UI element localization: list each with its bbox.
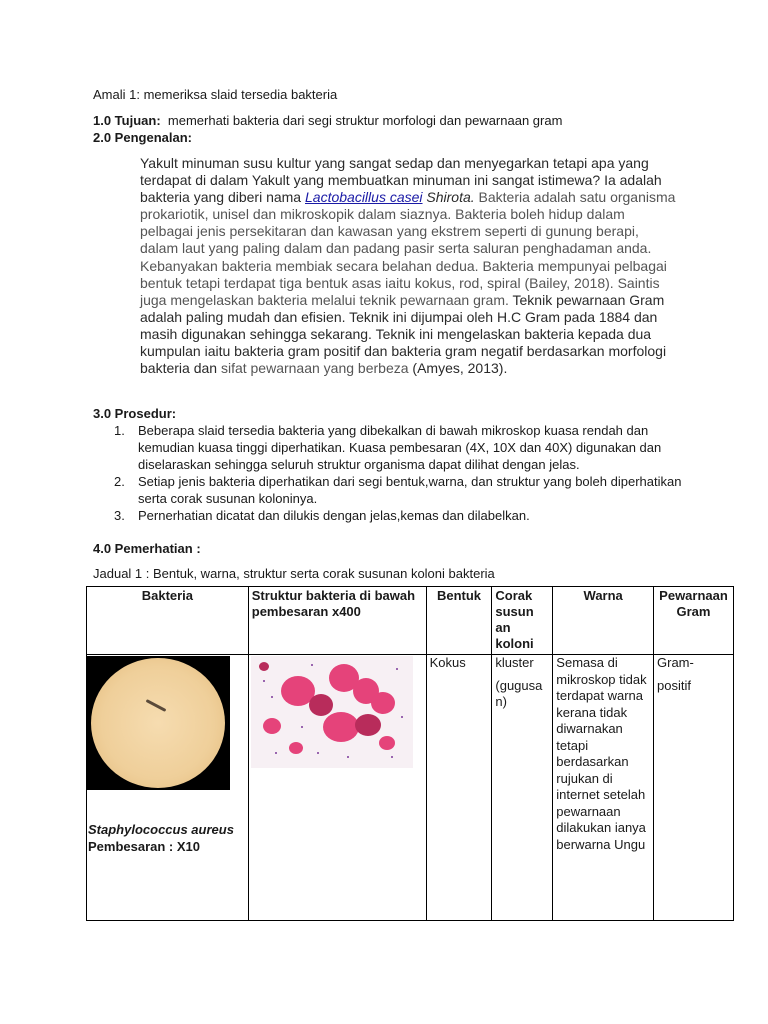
prosedur-item-text: Setiap jenis bakteria diperhatikan dari segi bentuk,warna, dan struktur yang boleh diperhatikan serta corak susunan koloninya. [138, 474, 682, 506]
cell-struktur [248, 655, 426, 921]
gram-stain-image [251, 656, 413, 768]
cell-warna [553, 655, 654, 921]
tujuan-heading: 1.0 Tujuan: [93, 113, 161, 128]
pemerhatian-heading-label: 4.0 Pemerhatian : [93, 541, 201, 556]
prosedur-item-number: 1. [114, 423, 125, 438]
intro-p4: (Amyes, 2013). [412, 360, 508, 377]
cell-bakteria [87, 655, 249, 921]
corak-value-note: (gugusa n) [495, 677, 543, 709]
table-header-row [87, 587, 734, 655]
species-name: Staphylococcus aureus [88, 822, 234, 837]
prosedur-item [114, 507, 684, 524]
cell-pewarnaan [654, 655, 734, 921]
header-struktur: Struktur bakteria di bawah pembesaran x400 [248, 587, 426, 655]
table-row [87, 655, 734, 921]
table-caption: Jadual 1 : Bentuk, warna, struktur serta corak susunan koloni bakteria [93, 566, 495, 581]
prosedur-item-number: 2. [114, 474, 125, 489]
prosedur-heading-label: 3.0 Prosedur: [93, 406, 177, 421]
tujuan-line [93, 113, 562, 128]
microscope-image [87, 656, 230, 790]
pengenalan-body [140, 155, 680, 377]
prosedur-item-text: Pernerhatian dicatat dan dilukis dengan jelas,kemas dan dilabelkan. [138, 508, 530, 523]
warna-value: Semasa di mikroskop tidak terdapat warna kerana tidak diwarnakan tetapi berdasarkan rujukan di internet setelah pewarnaan dilakukan ianya berwarna Ungu [556, 655, 647, 852]
intro-p3: Teknik pewarnaan Gram adalah paling mudah dan efisien. Teknik ini dijumpai oleh H.C Gram pada 1884 dan masih digunakan sehingga sekarang. Teknik ini mengelaskan bakteria kepada dua kumpulan iaitu bakteria gram positif dan bakteria gram negatif berdasarkan morfologi bakteria dan [140, 291, 667, 377]
species-link[interactable]: Lactobacillus casei [305, 189, 423, 206]
pengenalan-heading-label: 2.0 Pengenalan: [93, 130, 192, 145]
prosedur-list [114, 422, 684, 524]
pengenalan-heading [93, 130, 192, 145]
header-corak: Corak susun an koloni [492, 587, 553, 655]
intro-p3-tail: sifat pewarnaan yang berbeza [220, 360, 409, 377]
tujuan-text: memerhati bakteria dari segi struktur morfologi dan pewarnaan gram [167, 113, 563, 128]
prosedur-heading [93, 406, 176, 421]
gram-value: Gram- [657, 655, 694, 670]
corak-value: kluster [495, 655, 534, 670]
magnification-label: Pembesaran : X10 [88, 839, 201, 854]
header-pewarnaan: Pewarnaan Gram [654, 587, 734, 655]
cell-corak [492, 655, 553, 921]
gram-value-2: positif [657, 677, 691, 693]
pemerhatian-heading [93, 541, 201, 556]
prosedur-item-number: 3. [114, 508, 125, 523]
bentuk-value: Kokus [429, 655, 466, 670]
header-warna: Warna [553, 587, 654, 655]
page-title: Amali 1: memeriksa slaid tersedia bakteria [93, 87, 338, 102]
species-strain: Shirota. [426, 189, 475, 206]
cell-bentuk [426, 655, 492, 921]
observation-table [86, 586, 734, 921]
intro-p2: Bakteria adalah satu organisma prokariotik, unisel dan mikroskopik dalam siaznya. Bakteria boleh hidup dalam pelbagai jenis persekitaran dan kawasan yang ekstrem seperti di gunung berapi, dalam laut yang paling dalam dan padang pasir serta saluran penghadaman anda. Kebanyakan bakteria membiak secara belahan dedua. Bakteria mempunyai pelbagai bentuk tetapi terdapat tiga bentuk asas iaitu kokus, rod, spiral (Bailey, 2018). Saintis juga mengelaskan bakteria melalui teknik pewarnaan gram. [140, 189, 676, 308]
prosedur-item-text: Beberapa slaid tersedia bakteria yang dibekalkan di bawah mikroskop kuasa rendah dan kemudian kuasa tinggi diperhatikan. Kuasa pembesaran (4X, 10X dan 40X) digunakan dan diselaraskan sehingga seluruh struktur organisma dapat dilihat dengan jelas. [138, 423, 662, 472]
header-bakteria: Bakteria [87, 587, 249, 655]
intro-p1: Yakult minuman susu kultur yang sangat sedap dan menyegarkan tetapi apa yang terdapat di dalam Yakult yang membuatkan minuman ini sangat istimewa? Ia adalah bakteria yang diberi nama [140, 155, 662, 206]
header-bentuk: Bentuk [426, 587, 492, 655]
prosedur-item [114, 422, 684, 473]
prosedur-item [114, 473, 684, 507]
